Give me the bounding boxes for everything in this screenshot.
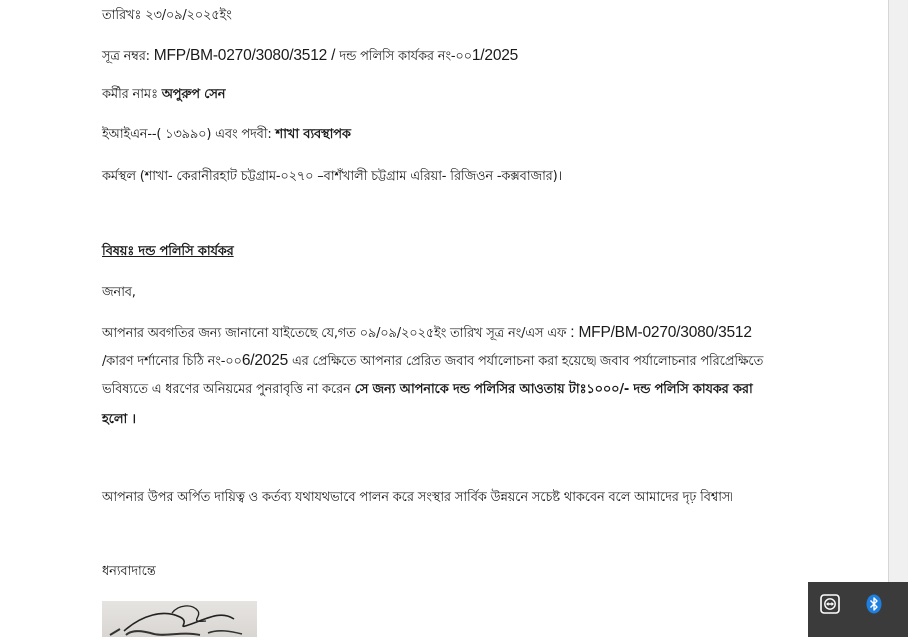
body-line-3-bold: সে জন্য আপনাকে দন্ড পলিসির আওতায় টাঃ১০০০/- দন্ড পলিসি কাযকর করা [354, 382, 753, 397]
ein-designation-line [102, 126, 351, 144]
employee-name-value: অপুরুপ সেন [161, 87, 226, 102]
designation-value: শাখা ব্যবস্থাপক [275, 127, 351, 142]
employee-name-line [102, 86, 225, 104]
system-tray-popup [808, 582, 908, 637]
body-paragraph-2: আপনার উপর অর্পিত দায়িত্ব ও কর্তব্য যথাযথভাবে পালন করে সংস্থার সার্বিক উন্নয়নে সচেষ্ট থাকবেন বলে আমাদের দৃঢ় বিশ্বাস৷ [102, 490, 733, 505]
body-line-1-text: আপনার অবগতির জন্য জানানো যাইতেছে যে,গত ০৯/০৯/২০২৫ইং তারিখ সূত্র নং/এস এফ [102, 326, 571, 341]
body-line-2 [102, 352, 763, 371]
reference-line [102, 47, 518, 66]
subject-line: বিষয়ঃ দন্ড পলিসি কার্যকর [102, 244, 234, 259]
employee-name-label: কর্মীর নামঃ [102, 87, 162, 102]
body-line-4: হলো । [102, 412, 136, 427]
body-line-2-start: /কারণ দর্শানোর চিঠি নং-০০ [102, 354, 242, 369]
reference-label: সূত্র নম্বর: [102, 49, 154, 64]
bluetooth-icon[interactable] [864, 594, 884, 614]
body-line-2-rest: এর প্রেক্ষিতে আপনার প্রেরিত জবাব পর্যালোচনা করা হয়েছে৷ জবাব পর্যালোচনার পরিপ্রেক্ষিতে [288, 354, 764, 369]
ein-label: ইআইএন--( ১৩৯৯০) এবং পদবী: [102, 127, 276, 142]
body-line-1-code: : MFP/BM-0270/3080/3512 [570, 324, 752, 341]
teamviewer-icon[interactable] [820, 594, 840, 614]
body-line-2-number: 6/2025 [241, 352, 289, 369]
salutation: জনাব, [102, 285, 136, 300]
body-line-3 [102, 381, 753, 399]
body-line-1 [102, 324, 752, 343]
reference-code: MFP/BM-0270/3080/3512 [153, 47, 328, 64]
reference-number: 1/2025 [471, 47, 519, 64]
reference-separator: / [327, 47, 340, 64]
reference-description: দন্ড পলিসি কার্যকর নং-০০ [339, 49, 472, 64]
body-line-3-normal: ভবিষ্যতে এ ধরণের অনিয়মের পুনরাবৃত্তি না করেন [102, 382, 355, 397]
closing: ধন্যবাদান্তে [102, 564, 156, 579]
vertical-scrollbar[interactable] [888, 0, 908, 637]
signature-drawing [102, 601, 257, 637]
workplace-line: কর্মস্থল (শাখা- কেরানীরহাট চট্টগ্রাম-০২৭০ –বাশঁখালী চট্টগ্রাম এরিয়া- রিজিওন -কক্সবাজার)। [102, 169, 562, 184]
date-line: তারিখঃ ২৩/০৯/২০২৫ইং [102, 8, 232, 23]
signature-image [102, 601, 257, 637]
